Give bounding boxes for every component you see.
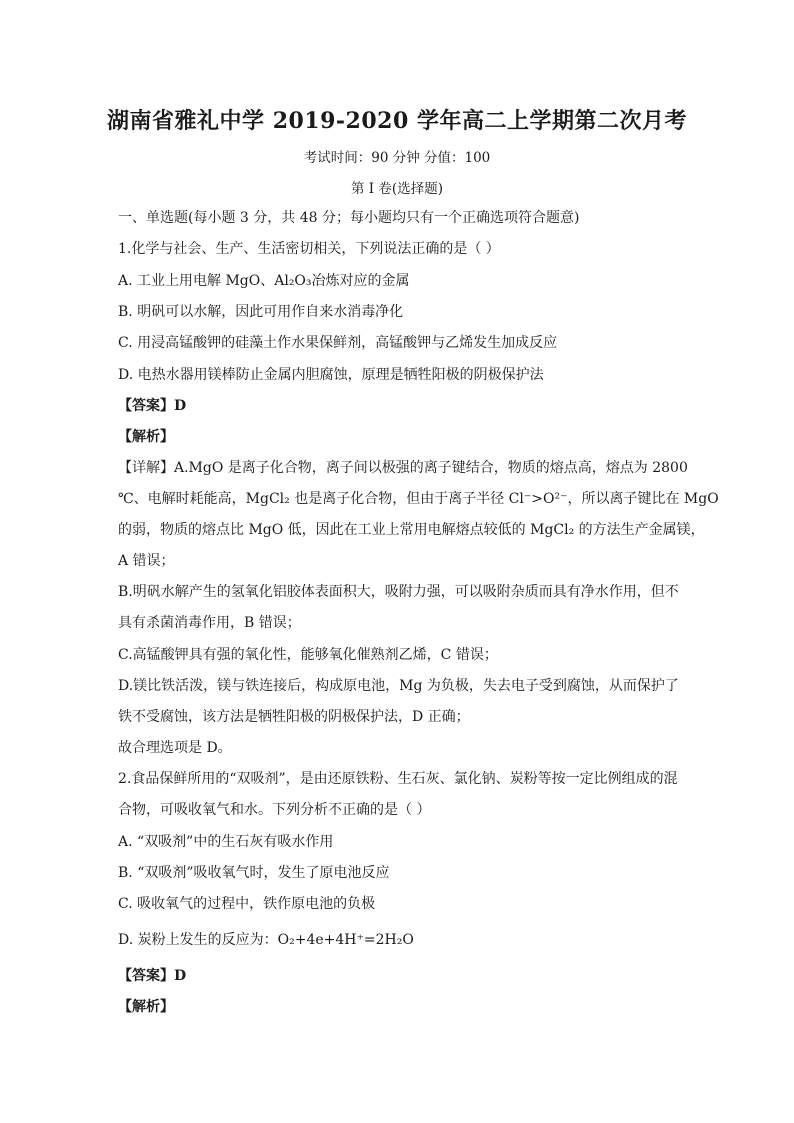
q1-detail-line: B.明矾水解产生的氢氧化铝胶体表面积大，吸附力强，可以吸附杂质而具有净水作用，但不 xyxy=(118,584,679,600)
q1-answer: 【答案】D xyxy=(118,398,187,414)
q2-option-d: D. 炭粉上发生的反应为：O₂+4e+4H⁺=2H₂O xyxy=(118,932,414,948)
q1-detail-line: C.高锰酸钾具有强的氧化性，能够氧化催熟剂乙烯，C 错误； xyxy=(118,647,498,663)
q1-option-a: A. 工业上用电解 MgO、Al₂O₃冶炼对应的金属 xyxy=(118,273,410,289)
q1-option-b: B. 明矾可以水解，因此可用作自来水消毒净化 xyxy=(118,304,404,320)
q2-analysis-label: 【解析】 xyxy=(118,999,174,1015)
q2-stem-line: 合物，可吸收氧气和水。下列分析不正确的是（ ） xyxy=(118,802,431,818)
q2-stem-line: 2.食品保鲜所用的“双吸剂”，是由还原铁粉、生石灰、氯化钠、炭粉等按一定比例组成的混 xyxy=(118,771,678,787)
volume-heading: 第 I 卷(选择题) xyxy=(351,181,443,197)
q1-option-d: D. 电热水器用镁棒防止金属内胆腐蚀，原理是牺牲阳极的阴极保护法 xyxy=(118,367,544,383)
q1-conclusion: 故合理选项是 D。 xyxy=(118,740,232,756)
q1-analysis-label: 【解析】 xyxy=(118,429,174,445)
section-heading: 一、单选题(每小题 3 分，共 48 分；每小题均只有一个正确选项符合题意) xyxy=(118,210,580,226)
q1-detail-line: 铁不受腐蚀，该方法是牺牲阳极的阴极保护法，D 正确； xyxy=(118,709,470,725)
q1-detail-line: ℃、电解时耗能高，MgCl₂ 也是离子化合物，但由于离子半径 Cl⁻>O²⁻，所以离子键比在 MgO xyxy=(118,491,719,507)
q1-option-c: C. 用浸高锰酸钾的硅藻土作水果保鲜剂，高锰酸钾与乙烯发生加成反应 xyxy=(118,335,558,351)
q1-detail-line: A 错误； xyxy=(118,553,175,569)
q1-detail-line: D.镁比铁活泼，镁与铁连接后，构成原电池，Mg 为负极，失去电子受到腐蚀，从而保护了 xyxy=(118,678,679,694)
q2-option-c: C. 吸收氧气的过程中，铁作原电池的负极 xyxy=(118,896,376,912)
q2-option-b: B. “双吸剂”吸收氧气时，发生了原电池反应 xyxy=(118,865,390,881)
q1-detail-line: 【详解】A.MgO 是离子化合物，离子间以极强的离子键结合，物质的熔点高，熔点为 2800 xyxy=(118,460,688,476)
q2-answer: 【答案】D xyxy=(118,968,187,984)
exam-info: 考试时间：90 分钟 分值：100 xyxy=(303,150,491,166)
q2-option-a: A. “双吸剂”中的生石灰有吸水作用 xyxy=(118,834,334,850)
q1-detail-line: 的弱，物质的熔点比 MgO 低，因此在工业上常用电解熔点较低的 MgCl₂ 的方法生产金属镁， xyxy=(118,522,705,538)
q1-stem: 1.化学与社会、生产、生活密切相关，下列说法正确的是（ ） xyxy=(118,241,500,257)
document-title: 湖南省雅礼中学 2019-2020 学年高二上学期第二次月考 xyxy=(107,108,687,134)
q1-detail-line: 具有杀菌消毒作用，B 错误； xyxy=(118,615,301,631)
